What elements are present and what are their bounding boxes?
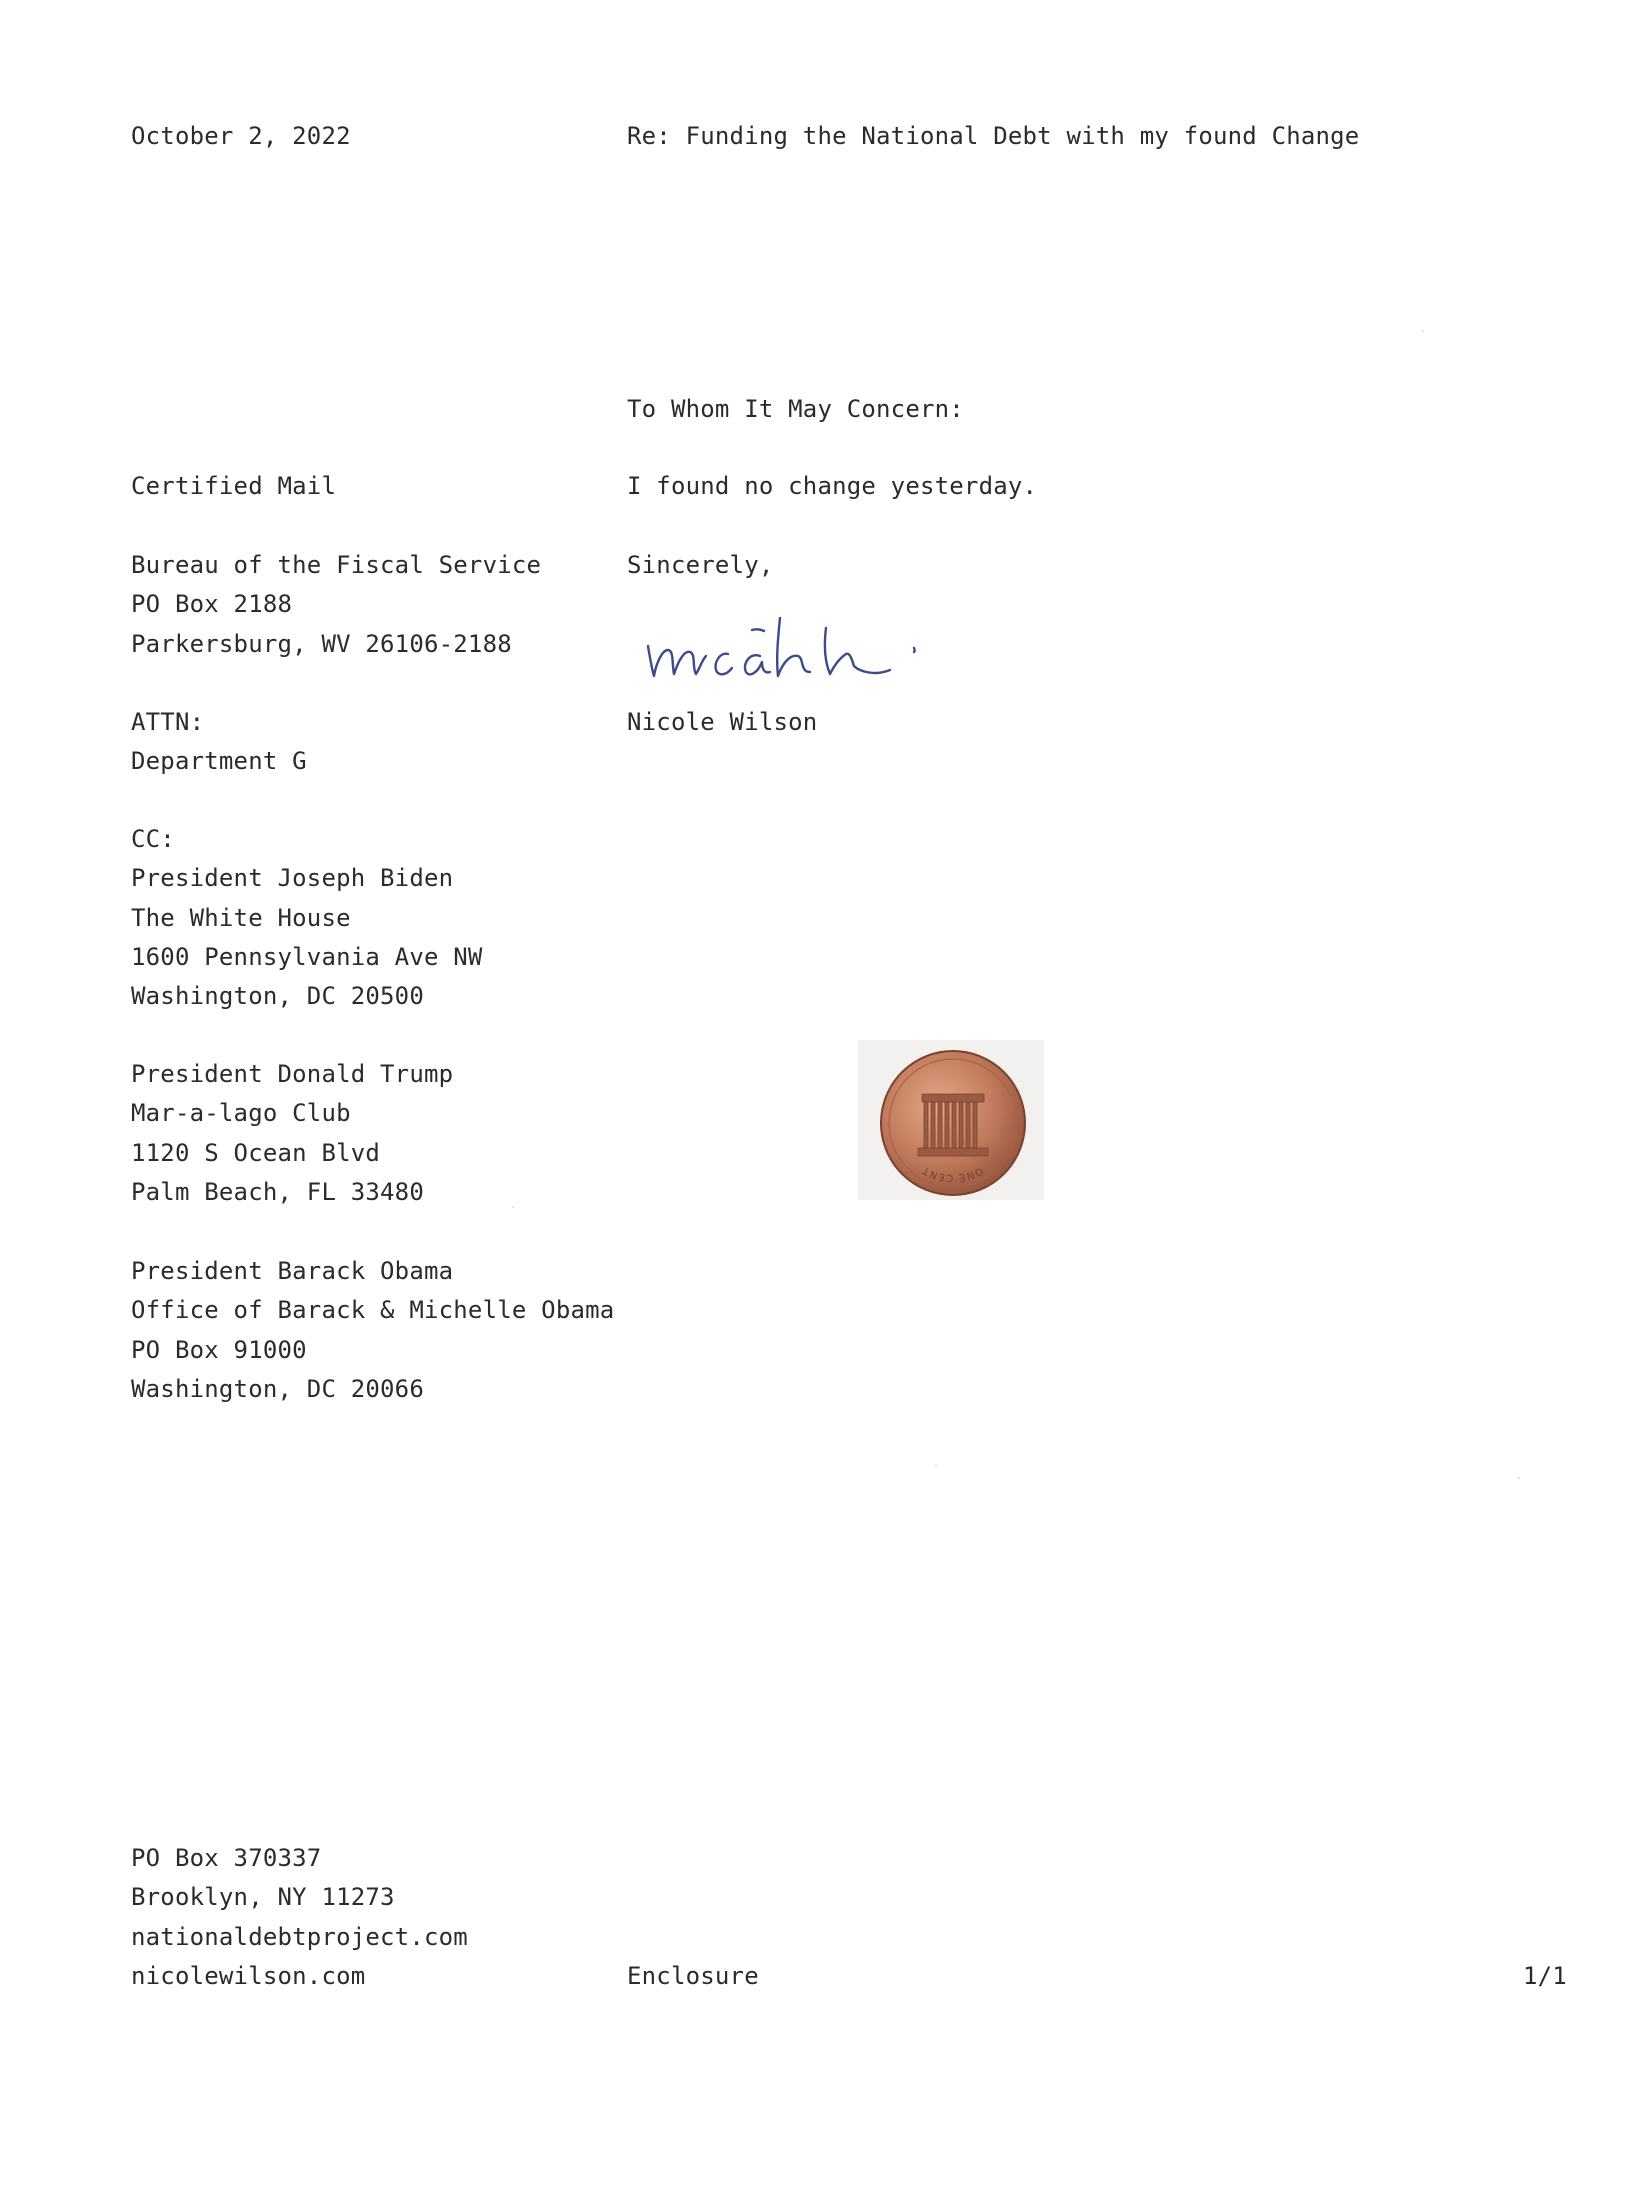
penny-coin-icon [878,1048,1028,1198]
letter-subject: Re: Funding the National Debt with my found Change [627,122,1360,150]
closing: Sincerely, [627,551,774,579]
cc-block-obama [131,1252,614,1409]
scan-speck [935,1465,937,1467]
signer-name: Nicole Wilson [627,708,818,736]
address-line: PO Box 2188 [131,590,293,619]
letter-body: I found no change yesterday. [627,472,1038,500]
attention-label: ATTN: [131,708,205,736]
cc-line: 1600 Pennsylvania Ave NW [131,942,483,971]
handwritten-signature [640,610,980,700]
sender-website: nationaldebtproject.com [131,1922,468,1951]
salutation: To Whom It May Concern: [627,395,964,423]
recipient-address [131,546,541,664]
cc-block-biden [131,820,483,1016]
cc-line: Office of Barack & Michelle Obama [131,1296,615,1325]
cc-line: The White House [131,903,351,932]
cc-line: Washington, DC 20500 [131,982,424,1011]
cc-line: President Donald Trump [131,1060,454,1088]
cc-line: 1120 S Ocean Blvd [131,1138,381,1167]
cc-line: PO Box 91000 [131,1335,307,1364]
sender-line: PO Box 370337 [131,1844,322,1872]
sender-address [131,1839,468,1996]
penny-photo [858,1040,1044,1200]
sender-website: nicolewilson.com [131,1961,366,1990]
cc-label: CC: [131,825,175,853]
cc-line: Mar-a-lago Club [131,1099,351,1128]
attention-block [131,703,307,782]
scan-speck [512,1206,514,1208]
cc-line: Washington, DC 20066 [131,1374,424,1403]
coin-right-text: ONE CENT [920,1163,985,1184]
attention-department: Department G [131,747,307,776]
address-line: Parkersburg, WV 26106-2188 [131,629,512,658]
cc-line: Palm Beach, FL 33480 [131,1177,424,1206]
mailing-method: Certified Mail [131,472,337,500]
cc-line: President Barack Obama [131,1257,454,1285]
sender-line: Brooklyn, NY 11273 [131,1883,395,1912]
address-line: Bureau of the Fiscal Service [131,551,542,579]
scan-speck [1518,1477,1520,1479]
letter-date: October 2, 2022 [131,122,351,150]
page-number: 1/1 [1523,1962,1567,1990]
cc-block-trump [131,1055,453,1212]
cc-line: President Joseph Biden [131,864,454,893]
enclosure-label: Enclosure [627,1962,759,1990]
scan-speck [1422,330,1424,332]
